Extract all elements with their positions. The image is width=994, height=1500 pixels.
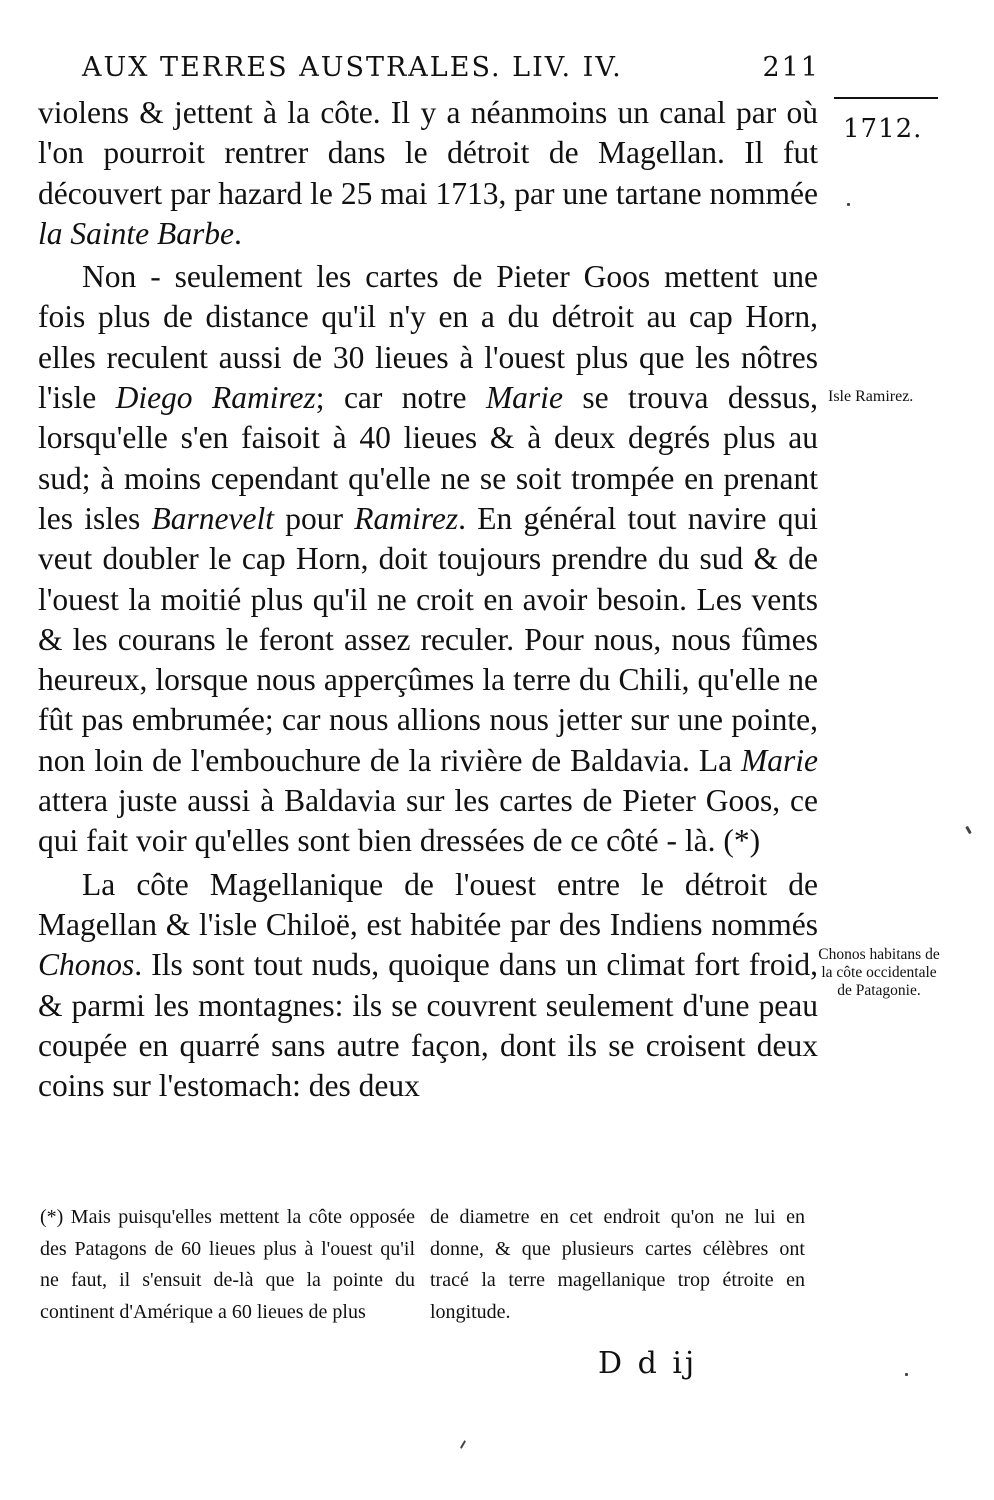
italic-text: Barnevelt (151, 500, 274, 536)
signature-mark: D d ij (598, 1346, 698, 1381)
text-run: Non - seulement les cartes de Pieter Goos mettent une fois plus de distance qu'il n'y en a du détroit au cap Horn, elles reculent aussi de 30 lieues à l'ouest plus que les nôtres l'isle (38, 259, 818, 416)
paragraph (38, 93, 818, 254)
margin-rule (834, 97, 938, 99)
margin-year: 1712. (843, 114, 923, 144)
italic-text: la Sainte Barbe (38, 215, 234, 251)
italic-text: Diego Ramirez (115, 380, 316, 416)
text-run: . En général tout navire qui veut doubler le cap Horn, doit toujours prendre du sud & de l'ouest la moitié plus qu'il ne croit en avoir besoin. Les vents & les courans le feront assez reculer. Pour nous, nous fûmes heureux, lorsque nous apperçûmes la terre du Chili, qu'elle ne fût pas embrumée; car nous allions nous jetter sur une pointe, non loin de l'embouchure de la rivière de Baldavia. La (38, 500, 818, 778)
italic-text: Marie (485, 380, 563, 416)
page-number: 211 (762, 52, 820, 83)
footnote-text-left: (*) Mais puisqu'elles mettent la côte opposée des Patagons de 60 lieues plus à l'ouest qu'il ne faut, il s'ensuit de-là que la pointe du continent d'Amérique a 60 lieues de plus (40, 1206, 415, 1323)
footnote-text-right: de diametre en cet endroit qu'on ne lui en donne, & que plusieurs cartes célèbres ont tracé la terre magellanique trop étroite en longitude. (430, 1206, 805, 1323)
main-text (38, 93, 818, 1106)
footnote-column-left (40, 1202, 415, 1328)
footnote-column-right (430, 1202, 805, 1328)
text-run: violens & jettent à la côte. Il y a néanmoins un canal par où l'on pourroit rentrer dans le détroit de Magellan. Il fut découvert par hazard le 25 mai 1713, par une tartane nommée (38, 95, 818, 211)
paragraph (38, 865, 818, 1107)
ink-speck (965, 826, 972, 834)
marginal-note-chonos: Chonos habitans de la côte occidentale de Patagonie. (818, 946, 940, 999)
text-run: La côte Magellanique de l'ouest entre le détroit de Magellan & l'isle Chiloë, est habitée par des Indiens nommés (38, 866, 818, 942)
text-run: se trouva dessus, lorsqu'elle s'en faisoit à 40 lieues & à deux degrés plus au sud; à moins cependant qu'elle ne se soit trompée en prenant les isles (38, 380, 818, 536)
text-run: ; car notre (315, 380, 486, 416)
italic-text: Chonos (38, 947, 135, 983)
italic-text: Marie (741, 742, 818, 778)
running-title: AUX TERRES AUSTRALES. LIV. IV. (82, 52, 623, 83)
ink-speck (460, 1440, 466, 1449)
text-run: pour (274, 500, 355, 536)
ink-speck (847, 203, 850, 206)
italic-text: Ramirez (354, 500, 459, 536)
marginal-note-ramirez: Isle Ramirez. (828, 388, 914, 405)
text-run: . Ils sont tout nuds, quoique dans un climat fort froid, & parmi les montagnes: ils se couvrent seulement d'une peau coupée en quarré sans autre façon, dont ils se croisent deux coins sur l'estomach: des deux (38, 947, 818, 1104)
text-run: attera juste aussi à Baldavia sur les cartes de Pieter Goos, ce qui fait voir qu'elles sont bien dressées de ce côté - là. (*) (38, 783, 818, 859)
text-run: . (233, 215, 242, 251)
paragraph (38, 257, 818, 861)
ink-speck (905, 1373, 908, 1376)
